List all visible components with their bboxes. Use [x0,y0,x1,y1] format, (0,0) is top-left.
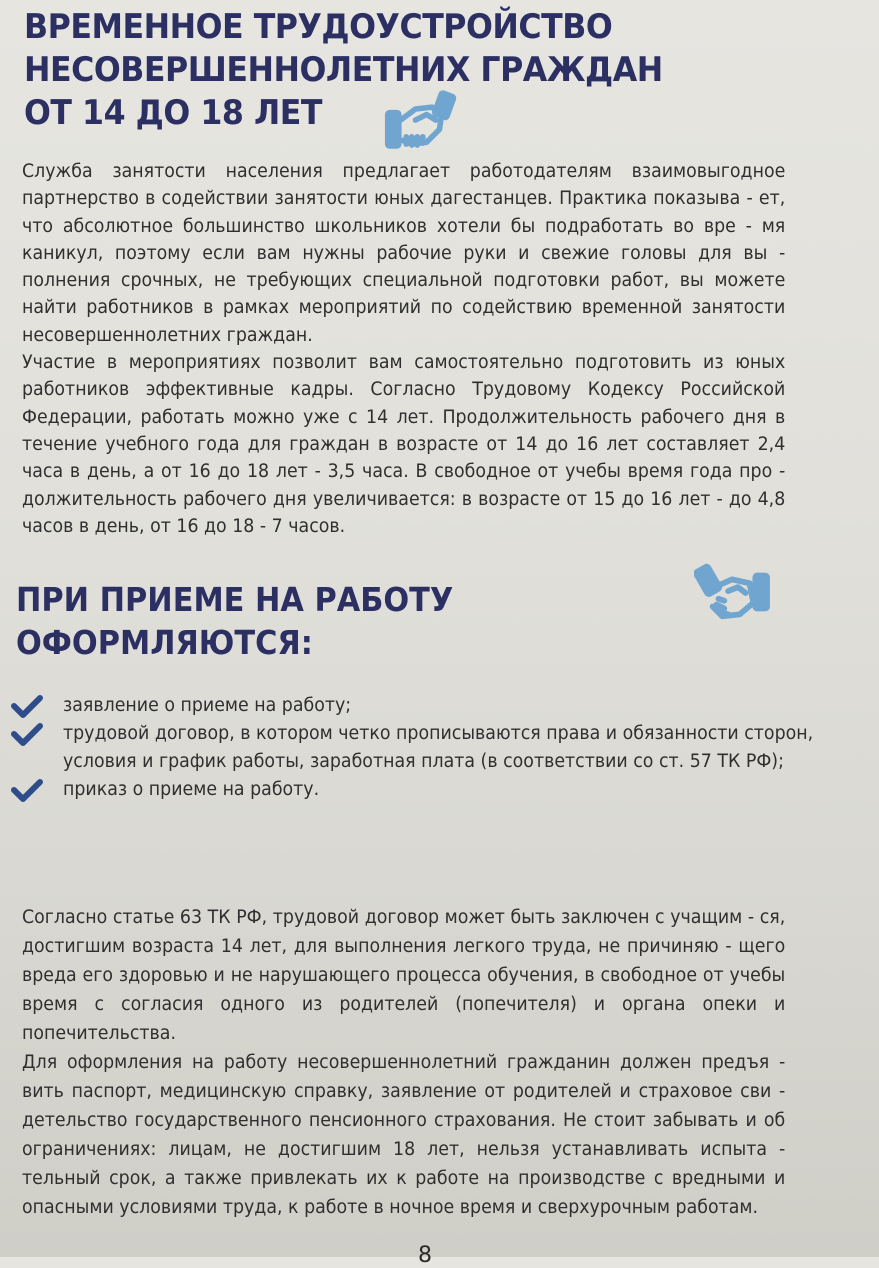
checklist-item-text: приказ о приеме на работу. [63,779,320,800]
title-line-3: ОТ 14 ДО 18 ЛЕТ [24,93,322,133]
section-heading-line-2: ОФОРМЛЯЮТСЯ: [16,623,313,662]
checkmark-icon [10,779,44,803]
checklist-item [10,776,850,804]
checklist-item-text: заявление о приеме на работу; [63,695,352,716]
checklist-item [10,720,850,776]
checklist-item [10,692,850,720]
page-title [24,6,663,135]
checklist-item-text: трудовой договор, в котором четко прописываются права и обязанности сторон, условия и график работы, заработная плата (в соответствии со ст. 57 ТК РФ); [63,723,814,772]
closing-paragraph-2: Для оформления на работу несовершеннолетний гражданин должен предъя - вить паспорт, медицинскую справку, заявление от родителей и страховое сви - детельство государственного пенсионного страхования. Не стоит забывать и об ограничениях: лицам, не достигшим 18 лет, нельзя устанавливать испыта - тельный срок, а также привлекать их к работе на производстве с вредными и опасными условиями труда, к работе в ночное время и сверхурочным работам. [22,1052,786,1218]
intro-paragraph-2: Участие в мероприятиях позволит вам самостоятельно подготовить из юных работников эффективные кадры. Согласно Трудовому Кодексу Российской Федерации, работать можно уже с 14 лет. Продолжительность рабочего дня в течение учебного года для граждан в возрасте от 14 до 16 лет составляет 2,4 часа в день, а от 16 до 18 лет - 3,5 часа. В свободное от учебы время года про - должительность рабочего дня увеличивается: в возрасте от 15 до 16 лет - до 4,8 часов в день, от 16 до 18 - 7 часов. [22,352,786,537]
checkmark-icon [10,723,44,747]
handshake-icon [384,88,458,154]
section-heading-line-1: ПРИ ПРИЕМЕ НА РАБОТУ [16,580,454,619]
intro-paragraph-1: Служба занятости населения предлагает работодателям взаимовыгодное партнерство в содействии занятости юных дагестанцев. Практика показыва - ет, что абсолютное большинство школьников хотели бы подработать во вре - мя каникул, поэтому если вам нужны рабочие руки и свежие головы для вы - полнения срочных, не требующих специальной подготовки работ, вы можете найти работников в рамках мероприятий по содействию временной занятости несовершеннолетних граждан. [22,161,786,346]
intro-text [22,158,785,540]
title-line-1: ВРЕМЕННОЕ ТРУДОУСТРОЙСТВО [24,7,613,47]
title-line-2: НЕСОВЕРШЕННОЛЕТНИХ ГРАЖДАН [24,50,663,90]
handshake-icon [694,558,774,626]
closing-paragraph-1: Согласно статье 63 ТК РФ, трудовой договор может быть заключен с учащим - ся, достигшим возраста 14 лет, для выполнения легкого труда, не причиняю - щего вреда его здоровью и не нарушающего процесса обучения, в свободное от учебы время с согласия одного из родителей (попечителя) и органа опеки и попечительства. [22,907,786,1044]
documents-checklist [10,692,850,804]
closing-text [22,903,785,1222]
section-heading [16,578,453,664]
checkmark-icon [10,695,44,719]
page-number: 8 [418,1243,432,1268]
